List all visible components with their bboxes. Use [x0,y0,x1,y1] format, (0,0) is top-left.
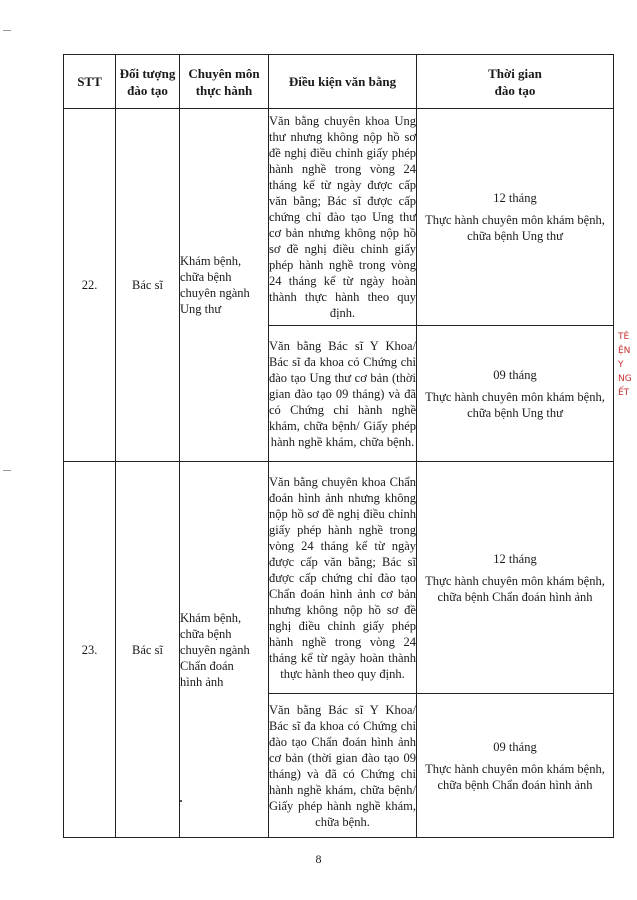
duration-value: 09 tháng [493,367,537,382]
duration-cell [417,326,614,462]
practice-text: Thực hành chuyên môn khám bệnh, chữa bệnh Ung thư [425,213,605,243]
duration-cell [417,462,614,694]
page-number: 8 [315,852,322,866]
red-seal-fragment: TÊ ỆN Y NG ẾT [618,332,632,398]
duration-value: 12 tháng [493,191,537,205]
condition-cell: Văn bằng Bác sĩ Y Khoa/ Bác sĩ đa khoa có Chứng chỉ đào tạo Chẩn đoán hình ảnh cơ bản (thời gian đào tạo 09 tháng) và đã có Chứng chỉ hành nghề khám, chữa bệnh/ Giấy phép hành nghề khám, chữa bệnh. [269,694,417,838]
condition-cell: Văn bằng chuyên khoa Ung thư nhưng không nộp hồ sơ đề nghị điều chỉnh giấy phép hành nghề trong vòng 24 tháng kể từ ngày được cấp văn bằng; Bác sĩ được cấp chứng chỉ đào tạo Ung thư cơ bản nhưng không nộp hồ sơ đề nghị điều chỉnh giấy phép hành nghề trong vòng 24 tháng kể từ ngày hoàn thành thực hành theo quy định. [269,109,417,326]
practice-text: Thực hành chuyên môn khám bệnh, chữa bệnh Ung thư [425,389,605,420]
duration-value: 12 tháng [493,551,537,566]
header-object: Đối tượng đào tạo [116,55,180,109]
header-condition: Điều kiện văn bằng [269,55,417,109]
practice-text: Thực hành chuyên môn khám bệnh, chữa bệnh Chẩn đoán hình ảnh [425,573,605,604]
duration-value: 09 tháng [493,739,537,754]
row-object: Bác sĩ [116,109,180,462]
scan-speck [180,800,182,802]
table-row [64,462,614,694]
row-specialty: Khám bệnh, chữa bệnh chuyên ngành Chẩn đoán hình ảnh [180,462,269,838]
scan-edge-mark [3,30,11,31]
condition-cell: Văn bằng chuyên khoa Chẩn đoán hình ảnh nhưng không nộp hồ sơ đề nghị điều chỉnh giấy phép hành nghề trong vòng 24 tháng kể từ ngày được cấp văn bằng; Bác sĩ được cấp chứng chỉ đào tạo Chẩn đoán hình ảnh cơ bản nhưng không nộp hồ sơ đề nghị điều chỉnh giấy phép hành nghề trong vòng 24 tháng kể từ ngày hoàn thành thực hành theo quy định. [269,462,417,694]
table-header-row [64,55,614,109]
header-stt: STT [64,55,116,109]
header-time: Thời gian đào tạo [417,55,614,109]
row-specialty: Khám bệnh, chữa bệnh chuyên ngành Ung thư [180,109,269,462]
training-conditions-table [63,54,614,838]
header-specialty: Chuyên môn thực hành [180,55,269,109]
duration-cell [417,694,614,838]
table-row [64,109,614,326]
row-stt: 22. [64,109,116,462]
scan-edge-mark [3,470,11,471]
row-stt: 23. [64,462,116,838]
row-object: Bác sĩ [116,462,180,838]
practice-text: Thực hành chuyên môn khám bệnh, chữa bệnh Chẩn đoán hình ảnh [425,761,605,792]
condition-cell: Văn bằng Bác sĩ Y Khoa/ Bác sĩ đa khoa có Chứng chỉ đào tạo Ung thư cơ bản (thời gian đào tạo 09 tháng) và đã có Chứng chỉ hành nghề khám, chữa bệnh/ Giấy phép hành nghề khám, chữa bệnh. [269,326,417,462]
duration-cell [417,109,614,326]
